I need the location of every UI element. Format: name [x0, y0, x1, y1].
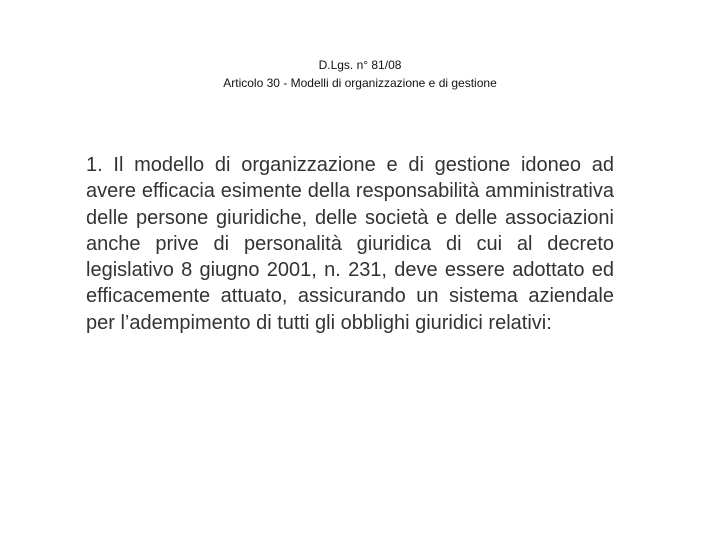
article-paragraph: 1. Il modello di organizzazione e di gestione idoneo ad avere efficacia esimente della responsabilità amministrativa delle persone giuridiche, delle società e delle associazioni anche prive di personalità giuridica di cui al decreto legislativo 8 giugno 2001, n. 231, deve essere adottato ed efficacemente attuato, assicurando un sistema aziendale per l’adempimento di tutti gli obblighi giuridici relativi:: [86, 154, 614, 334]
article-title: Articolo 30 - Modelli di organizzazione e di gestione: [223, 76, 497, 90]
law-reference: D.Lgs. n° 81/08: [318, 58, 402, 72]
slide-header: [0, 56, 720, 92]
